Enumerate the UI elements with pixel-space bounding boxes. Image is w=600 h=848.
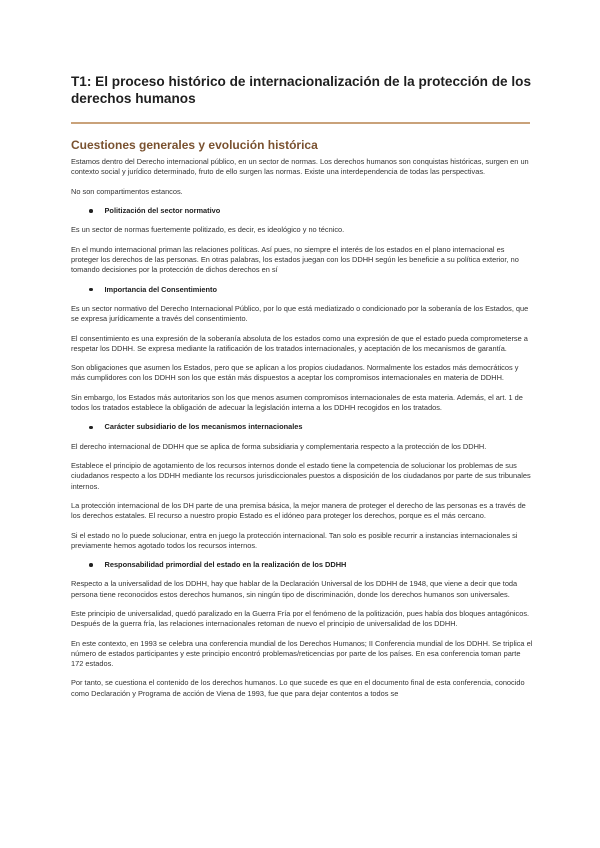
document-body — [71, 157, 533, 708]
bullet-heading — [71, 285, 533, 295]
paragraph: Es un sector normativo del Derecho Internacional Público, por lo que está mediatizado o condicionado por la soberanía de los Estados, que se expresa jurídicamente a través del consentimiento. — [71, 303, 529, 324]
paragraph: No son compartimentos estancos. — [71, 186, 183, 196]
bullet-heading — [71, 206, 533, 216]
bullet-icon — [89, 288, 93, 292]
bullet-heading-text: Politización del sector normativo — [104, 205, 221, 215]
title-divider — [71, 122, 530, 124]
paragraph: En el mundo internacional priman las relaciones políticas. Así pues, no siempre el interés de los estados en el plano internacional es proteger los derechos de las personas. En otras palabras, los estados juegan con los DDHH según les beneficie a su política exterior, no tomando decisiones por la protección de dichos derechos en sí — [71, 244, 519, 275]
bullet-icon — [89, 426, 93, 430]
paragraph: Respecto a la universalidad de los DDHH, hay que hablar de la Declaración Universal de los DDHH de 1948, que viene a decir que toda persona tiene reconocidos estos derechos humanos, sin ningún tipo de discriminación, donde los derechos humanos son universales. — [71, 579, 518, 599]
paragraph: Estamos dentro del Derecho internacional público, en un sector de normas. Los derechos humanos son conquistas históricas, surgen en un contexto social y jurídico determinado, fruto de ello surgen las normas. Existe una interdependencia de todas las perspectivas. — [71, 157, 529, 177]
bullet-heading-text: Importancia del Consentimiento — [104, 284, 218, 294]
paragraph: Es un sector de normas fuertemente politizado, es decir, es ideológico y no técnico. — [71, 225, 345, 235]
paragraph: Por tanto, se cuestiona el contenido de los derechos humanos. Lo que sucede es que en el documento final de esta conferencia, conocido como Declaración y Programa de acción de Viena de 1993, fue que para dejar contentos a todos se — [71, 678, 525, 698]
paragraph: Establece el principio de agotamiento de los recursos internos donde el estado tiene la competencia de solucionar los problemas de sus ciudadanos respecto a los DDHH mediante los recursos jurisdiccionales puestos a disposición de los ciudadanos por parte de sus tribunales internos. — [71, 461, 531, 491]
paragraph: Si el estado no lo puede solucionar, entra en juego la protección internacional. Tan solo es posible recurrir a instancias internacionales si previamente hemos agotado todos los recursos internos. — [71, 530, 518, 550]
bullet-heading — [71, 560, 533, 570]
paragraph: La protección internacional de los DH parte de una premisa básica, la mejor manera de proteger el derecho de las personas es a través de los derechos estatales. El recurso a nuestro propio Estado es el idóneo para proteger los derechos, porque es el más cercano. — [71, 500, 526, 521]
paragraph: Sin embargo, los Estados más autoritarios son los que menos asumen compromisos internacionales de esta materia. Además, el art. 1 de todos los tratados establece la obligación de adecuar la legislación interna a los DDHH recogidos en los tratados. — [71, 392, 523, 412]
paragraph: Son obligaciones que asumen los Estados, pero que se aplican a los propios ciudadanos. Normalmente los estados más democráticos y más cumplidores con los DDHH son los que están más dispuestos a aceptar los compromisos internacionales en materia de DDHH. — [71, 363, 519, 383]
paragraph: El derecho internacional de DDHH que se aplica de forma subsidiaria y complementaria respecto a la protección de los DDHH. — [71, 441, 487, 451]
section-heading: Cuestiones generales y evolución histórica — [71, 138, 318, 152]
paragraph: En este contexto, en 1993 se celebra una conferencia mundial de los Derechos Humanos; II Conferencia mundial de los DDHH. Se triplica el número de estados participantes y este principio encontró problemas/reticencias por parte de los países. En esa conferencia toman parte 172 estados. — [71, 638, 533, 669]
bullet-heading — [71, 422, 533, 432]
paragraph: El consentimiento es una expresión de la soberanía absoluta de los estados como una expresión de que el estado pueda comprometerse a respetar los DDHH. Se expresa mediante la ratificación de los tratados internacionales, y aceptación de los mecanismos de garantía. — [71, 333, 528, 353]
bullet-icon — [89, 209, 93, 213]
document-title: T1: El proceso histórico de internacionalización de la protección de los derechos humanos — [71, 74, 532, 106]
bullet-heading-text: Responsabilidad primordial del estado en la realización de los DDHH — [104, 560, 347, 570]
bullet-icon — [89, 563, 93, 567]
paragraph: Este principio de universalidad, quedó paralizado en la Guerra Fría por el fenómeno de la politización, pues había dos bloques antagónicos. Después de la guerra fría, las relaciones internacionales retoman de nuevo el principio de universalidad de los DDHH. — [71, 609, 530, 629]
bullet-heading-text: Carácter subsidiario de los mecanismos internacionales — [104, 422, 303, 432]
